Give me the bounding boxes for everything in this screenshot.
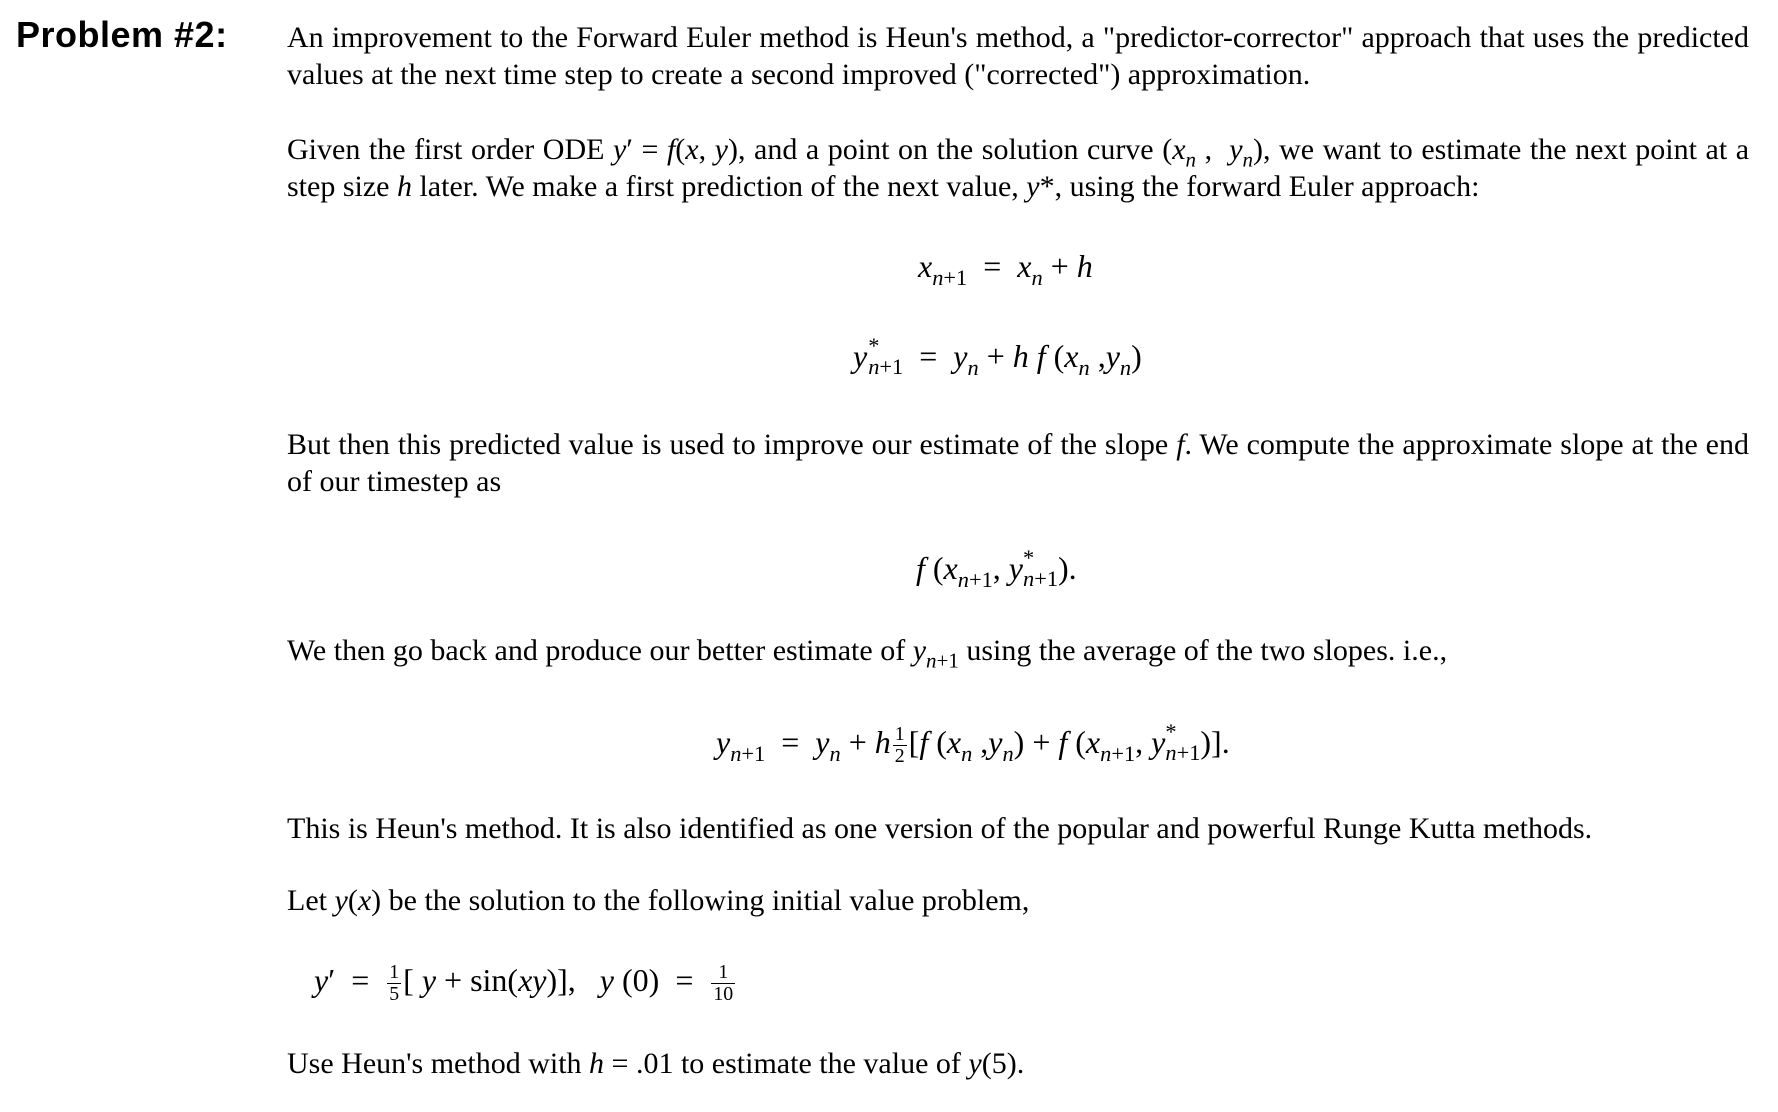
average-paragraph <box>287 632 1749 673</box>
text: But then this predicted value is used to improve our estimate of the slope <box>287 428 1177 461</box>
text: to estimate the value of <box>673 1047 969 1080</box>
text: , and a point on the solution curve <box>738 133 1163 166</box>
equation-x-next: $x_{n+1} = x_n + h$ <box>918 248 1093 290</box>
ode-paragraph <box>287 131 1749 205</box>
math-h: h <box>396 170 412 203</box>
text: We then go back and produce our better estimate of <box>287 634 913 667</box>
math-y5: y(5) <box>968 1047 1017 1080</box>
text: This is Heun's method. It is also identified as one version of the popular and powerful Runge Kutta methods. <box>287 812 1593 845</box>
equation-y-predict: y * n+1 = $y_n + h$ f ($x_n$ $,y_n$) <box>853 333 1142 380</box>
text: be the solution to the following initial value problem, <box>381 884 1030 917</box>
text: . We compute the approximate slope at the end of our timestep as <box>287 428 1750 498</box>
text: Given the first order ODE <box>287 133 614 166</box>
slope-paragraph <box>287 426 1749 500</box>
equation-ivp: y′ = $\frac{1}{5}$ [ y + sin(xy)], y (0) = $\frac{1}{10}$ <box>314 961 734 1006</box>
text: , using the forward Euler approach: <box>1054 170 1480 203</box>
math-point: ($x_n$ , $y_n$) <box>1162 133 1264 172</box>
intro-text: An improvement to the Forward Euler method is Heun's method, a "predictor-corrector" approach that uses the predicted values at the next time step to create a second improved ("corrected") approximation. <box>287 21 1749 91</box>
math-ystar: y* <box>1026 170 1055 203</box>
math-hval: h = .01 <box>589 1047 674 1080</box>
problem-label: Problem #2: <box>16 14 228 55</box>
math-yx: y(x) <box>334 884 382 917</box>
text: using the average of the two slopes. i.e., <box>958 634 1448 667</box>
ivp-paragraph <box>287 882 1749 919</box>
math-slope: f <box>1176 428 1185 461</box>
math-ode: y′ = f(x, y) <box>613 133 738 166</box>
equation-end-slope: f ($x_{n+1}$, y * n+1 ). <box>916 545 1077 592</box>
intro-paragraph <box>287 19 1749 93</box>
text: , we want to estimate the next point at a step size <box>287 133 1750 203</box>
text: later. We make a first prediction of the next value, <box>411 170 1027 203</box>
task-paragraph <box>287 1045 1749 1082</box>
math-ynext: $y_{n+1}$ <box>912 634 959 673</box>
text: Let <box>287 884 335 917</box>
text: . <box>1016 1047 1025 1080</box>
heun-paragraph <box>287 810 1749 847</box>
text: Use Heun's method with <box>287 1047 590 1080</box>
equation-heun: $y_{n+1} = y_n + h$ $\frac{1}{2}$ [f ($x_n$ $,y_n) + f$ ($x_{n+1}$, y * n+1 )]. <box>716 719 1230 768</box>
